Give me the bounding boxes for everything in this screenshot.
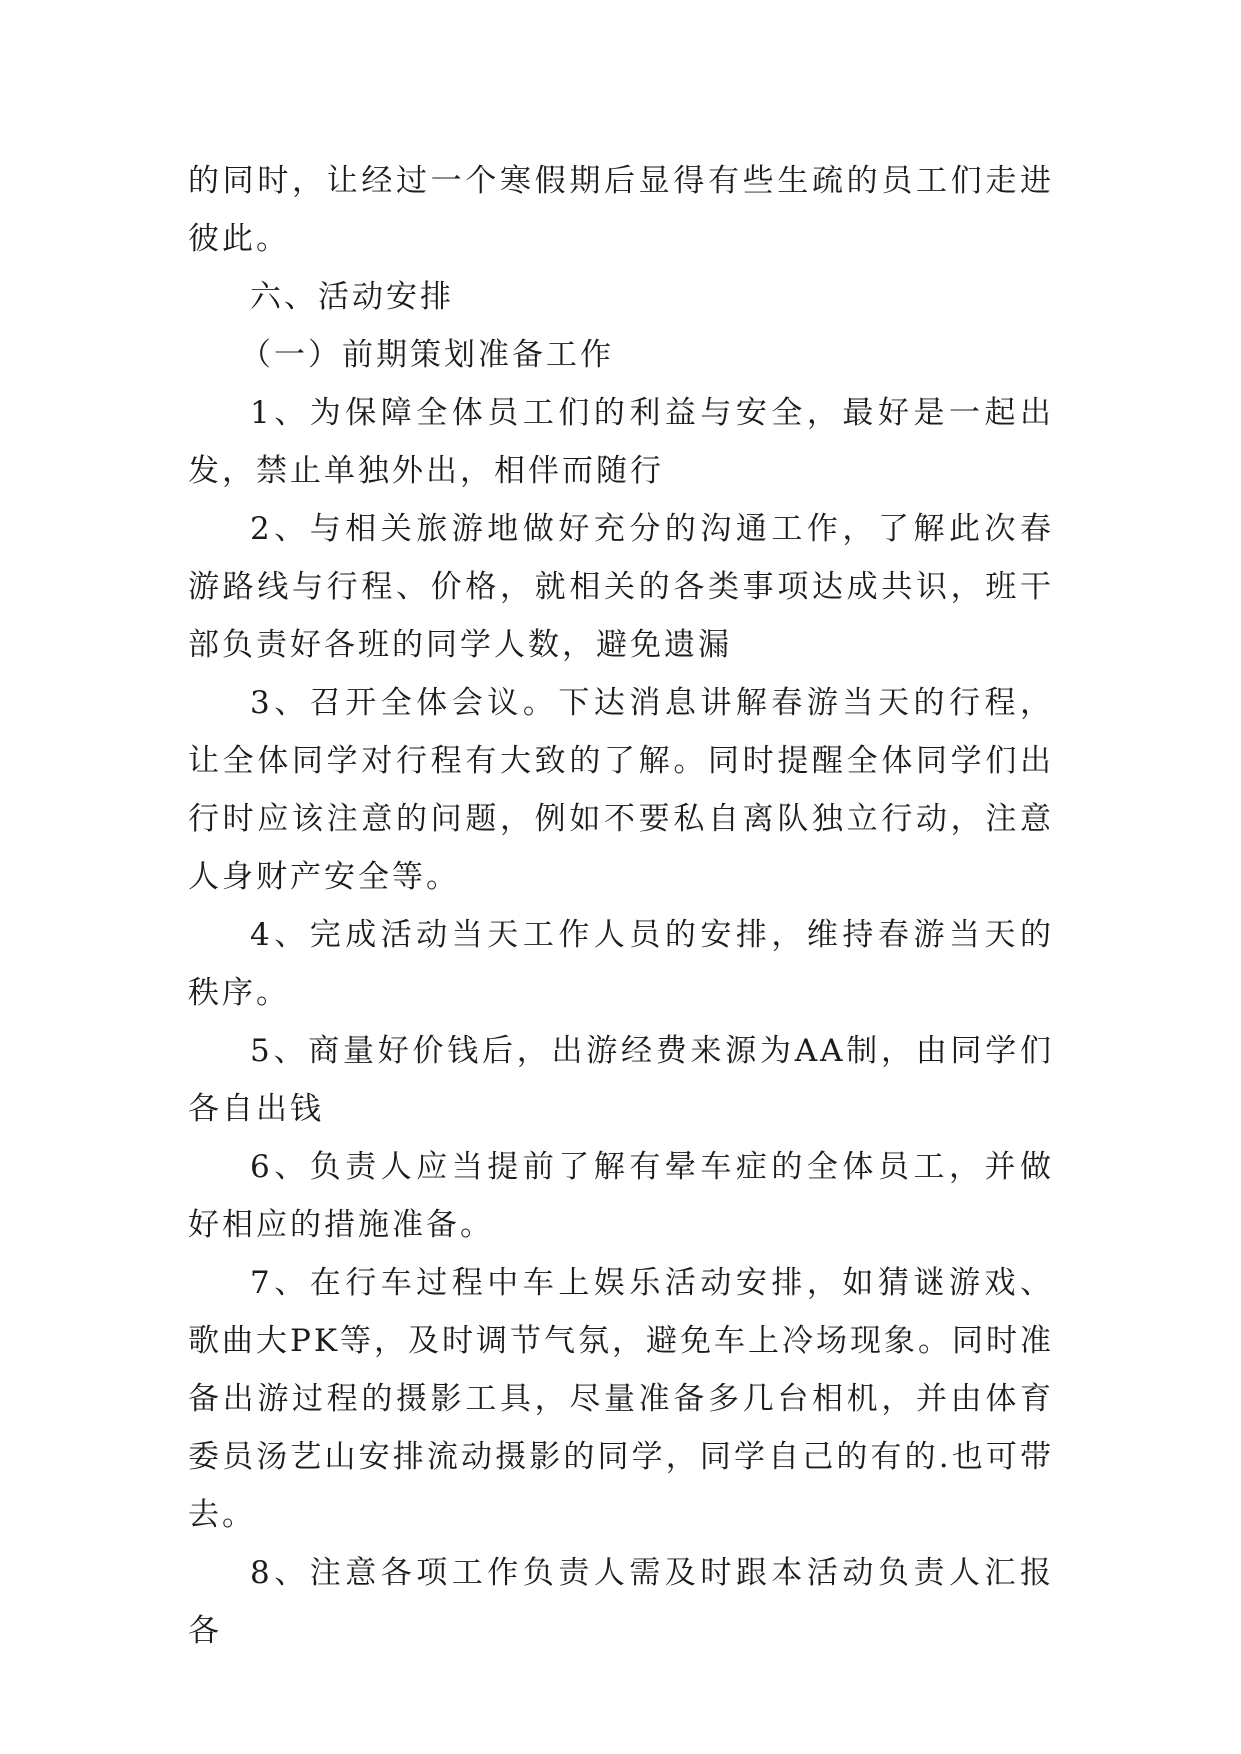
list-item-8: 8、注意各项工作负责人需及时跟本活动负责人汇报各 [188, 1555, 1054, 1649]
list-item-5: 5、商量好价钱后，出游经费来源为AA制，由同学们各自出钱 [188, 1033, 1054, 1127]
list-item-7: 7、在行车过程中车上娱乐活动安排，如猜谜游戏、歌曲大PK等，及时调节气氛，避免车上冷场现象。同时准备出游过程的摄影工具，尽量准备多几台相机，并由体育委员汤艺山安排流动摄影的同学，同学自己的有的.也可带去。 [188, 1265, 1055, 1533]
list-item-2: 2、与相关旅游地做好充分的沟通工作，了解此次春游路线与行程、价格，就相关的各类事项达成共识，班干部负责好各班的同学人数，避免遗漏 [188, 511, 1054, 663]
paragraph-continuation: 的同时，让经过一个寒假期后显得有些生疏的员工们走进彼此。 [188, 163, 1054, 257]
list-item-4: 4、完成活动当天工作人员的安排，维持春游当天的秩序。 [188, 917, 1054, 1011]
subsection-heading-preparation: （一）前期策划准备工作 [240, 337, 614, 373]
list-item-6: 6、负责人应当提前了解有晕车症的全体员工，并做好相应的措施准备。 [188, 1149, 1054, 1243]
section-heading-activity-arrangement: 六、活动安排 [250, 279, 454, 315]
list-item-1: 1、为保障全体员工们的利益与安全，最好是一起出发，禁止单独外出，相伴而随行 [188, 395, 1054, 489]
list-item-3: 3、召开全体会议。下达消息讲解春游当天的行程，让全体同学对行程有大致的了解。同时提醒全体同学们出行时应该注意的问题，例如不要私自离队独立行动，注意人身财产安全等。 [188, 685, 1054, 895]
document-body [188, 152, 1054, 1660]
